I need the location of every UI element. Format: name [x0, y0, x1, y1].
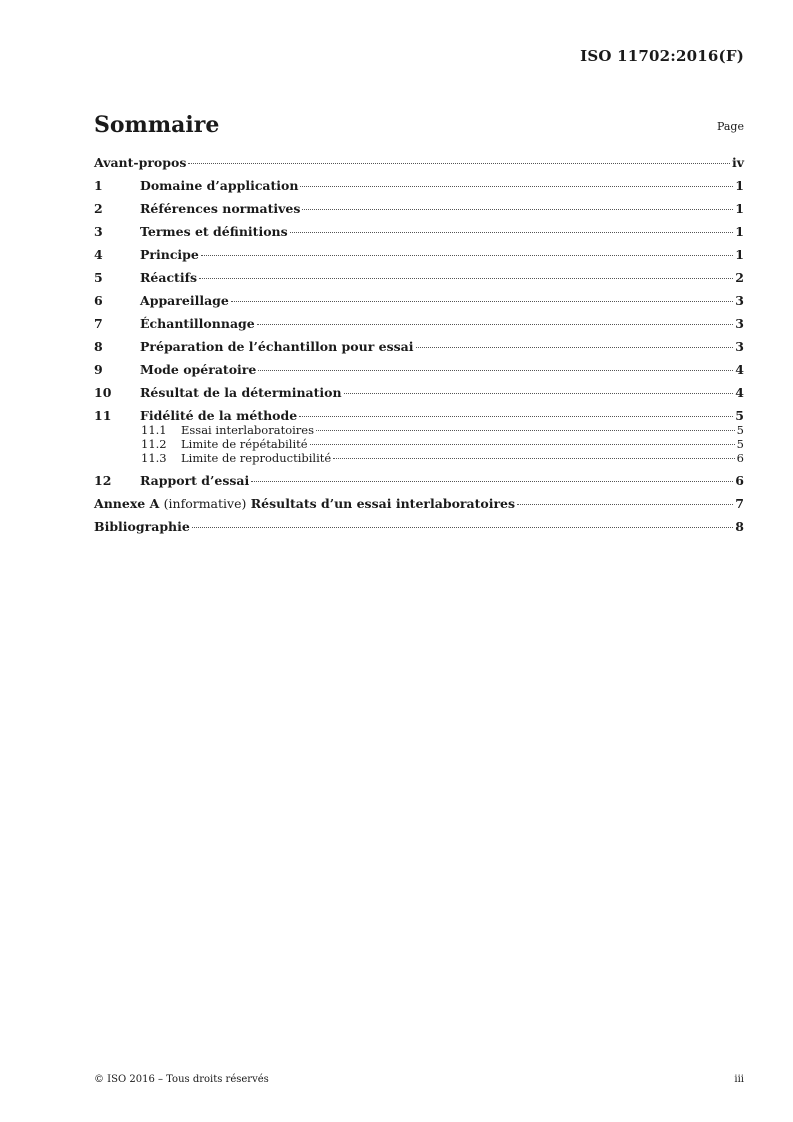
- toc-entry-page: 3: [735, 293, 744, 308]
- toc-entry-page: 4: [735, 362, 744, 377]
- dot-leader: [302, 209, 733, 210]
- dot-leader: [299, 416, 733, 417]
- toc-entry[interactable]: [94, 224, 744, 239]
- dot-leader: [344, 393, 734, 394]
- annex-title: Résultats d’un essai interlaboratoires: [250, 496, 516, 511]
- dot-leader: [192, 527, 733, 528]
- toc-entry-page: 1: [735, 201, 744, 216]
- toc-entry-title: Avant-propos: [94, 155, 187, 170]
- toc-entry-title: Fidélité de la méthode: [140, 408, 298, 423]
- toc-entry[interactable]: [94, 339, 744, 354]
- toc-entry-title: Préparation de l’échantillon pour essai: [140, 339, 414, 354]
- dot-leader: [517, 504, 733, 505]
- toc-entry-title: Réactifs: [140, 270, 197, 285]
- toc-entry-number: 11: [94, 408, 112, 423]
- toc-entry-page: 1: [735, 178, 744, 193]
- dot-leader: [188, 163, 730, 164]
- toc-entry[interactable]: [94, 178, 744, 193]
- toc-entry-number: 3: [94, 224, 103, 239]
- toc-entry-page: 2: [735, 270, 744, 285]
- toc-entry-number: 8: [94, 339, 103, 354]
- toc-entry-number: 5: [94, 270, 103, 285]
- toc-entry-title: Bibliographie: [94, 519, 190, 534]
- toc-subentry-title: Limite de répétabilité: [181, 437, 308, 451]
- dot-leader: [251, 481, 733, 482]
- toc-subentry-page: 6: [736, 451, 744, 465]
- toc-annex-title-group: [94, 496, 515, 511]
- toc-entry-page: 8: [735, 519, 744, 534]
- toc-entry-page: 6: [735, 473, 744, 488]
- toc-subentry-number: 11.3: [141, 451, 167, 465]
- dot-leader: [290, 232, 734, 233]
- dot-leader: [258, 370, 733, 371]
- toc-entry-title: Principe: [140, 247, 199, 262]
- toc-subentry-number: 11.2: [141, 437, 167, 451]
- footer-page-number: iii: [734, 1074, 744, 1085]
- toc-entry-number: 10: [94, 385, 112, 400]
- toc-entry-number: 4: [94, 247, 103, 262]
- toc-entry-title: Références normatives: [140, 201, 301, 216]
- toc-entry-page: 1: [735, 224, 744, 239]
- toc-subentry-number: 11.1: [141, 423, 167, 437]
- dot-leader: [201, 255, 733, 256]
- toc-entry-annex[interactable]: [94, 496, 744, 511]
- dot-leader: [231, 301, 733, 302]
- toc-entry[interactable]: [94, 247, 744, 262]
- annex-label: Annexe A: [94, 496, 160, 511]
- toc-entry-number: 12: [94, 473, 112, 488]
- dot-leader: [416, 347, 734, 348]
- toc-subentry-page: 5: [736, 437, 744, 451]
- toc-entry-page: 3: [735, 339, 744, 354]
- toc-title: Sommaire: [94, 112, 220, 138]
- toc-entry-title: Appareillage: [140, 293, 229, 308]
- toc-entry-number: 7: [94, 316, 103, 331]
- toc-entry[interactable]: [94, 270, 744, 285]
- toc-entry-number: 9: [94, 362, 103, 377]
- dot-leader: [257, 324, 734, 325]
- toc-entry-title: Mode opératoire: [140, 362, 257, 377]
- dot-leader: [310, 444, 735, 445]
- table-of-contents: [94, 155, 744, 542]
- toc-entry[interactable]: [94, 201, 744, 216]
- dot-leader: [199, 278, 733, 279]
- toc-entry[interactable]: [94, 362, 744, 377]
- dot-leader: [333, 458, 734, 459]
- toc-entry-page: 7: [735, 496, 744, 511]
- toc-subentry-title: Limite de reproductibilité: [181, 451, 332, 465]
- toc-entry[interactable]: [94, 316, 744, 331]
- toc-entry-title: Rapport d’essai: [140, 473, 250, 488]
- toc-entry[interactable]: [94, 293, 744, 308]
- toc-entry-page: 1: [735, 247, 744, 262]
- toc-entry-title: Domaine d’application: [140, 178, 299, 193]
- toc-entry-foreword[interactable]: [94, 155, 744, 170]
- toc-subentry[interactable]: [94, 437, 744, 451]
- toc-entry-page: 5: [735, 408, 744, 423]
- toc-entry[interactable]: [94, 408, 744, 423]
- toc-subentry[interactable]: [94, 451, 744, 465]
- toc-entry-title: Échantillonnage: [140, 316, 255, 331]
- toc-entry-page: 3: [735, 316, 744, 331]
- toc-subentry-title: Essai interlaboratoires: [181, 423, 314, 437]
- toc-entry-page: 4: [735, 385, 744, 400]
- toc-entry-title: Résultat de la détermination: [140, 385, 342, 400]
- toc-entry-title: Termes et définitions: [140, 224, 288, 239]
- dot-leader: [316, 430, 735, 431]
- footer-copyright: © ISO 2016 – Tous droits réservés: [94, 1074, 269, 1085]
- toc-entry-page: iv: [731, 155, 744, 170]
- toc-entry-number: 1: [94, 178, 103, 193]
- document-id: ISO 11702:2016(F): [580, 47, 744, 65]
- toc-subentry[interactable]: [94, 423, 744, 437]
- toc-entry[interactable]: [94, 473, 744, 488]
- toc-entry[interactable]: [94, 385, 744, 400]
- toc-entry-bibliography[interactable]: [94, 519, 744, 534]
- toc-entry-number: 2: [94, 201, 103, 216]
- dot-leader: [300, 186, 733, 187]
- page-column-label: Page: [716, 120, 744, 133]
- annex-kind: (informative): [163, 496, 247, 511]
- toc-subentry-page: 5: [736, 423, 744, 437]
- toc-entry-number: 6: [94, 293, 103, 308]
